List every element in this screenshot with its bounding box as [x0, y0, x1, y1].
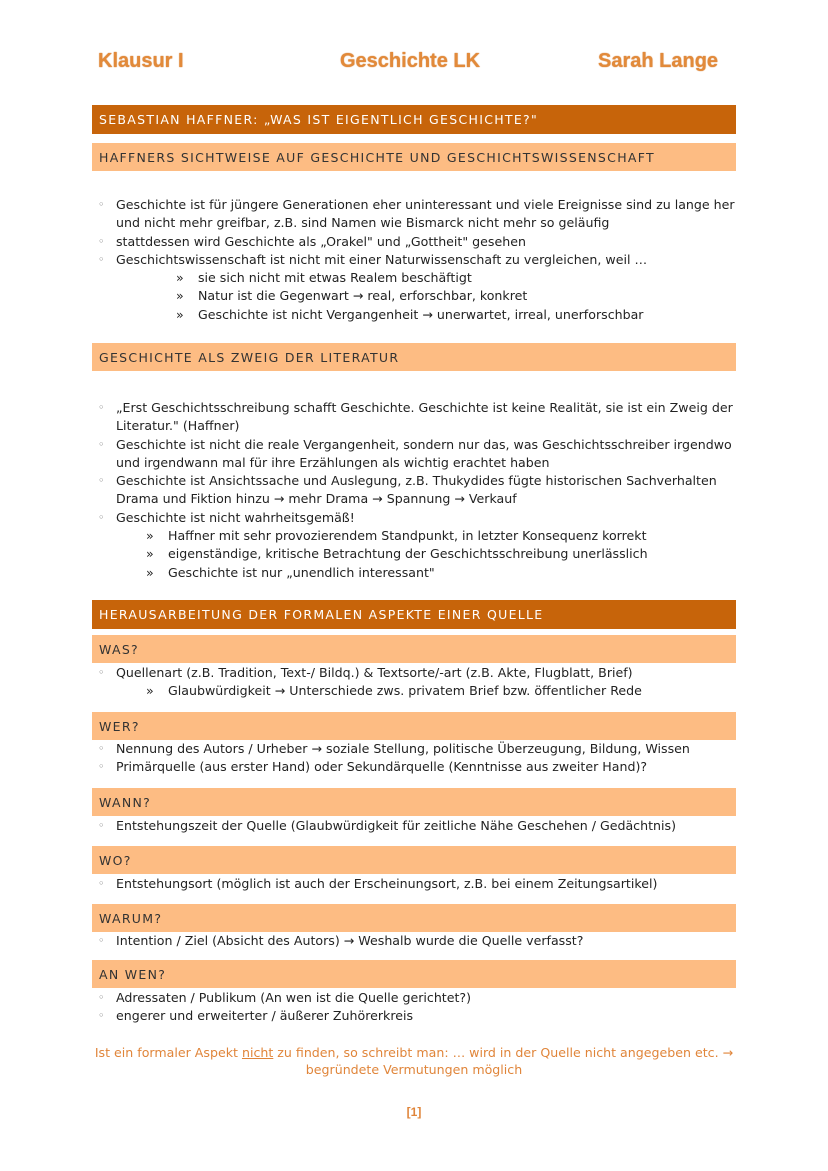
was-list — [96, 664, 736, 701]
list-item: ◦ Geschichtswissenschaft ist nicht mit einer Naturwissenschaft zu vergleichen, weil … — [96, 251, 736, 269]
list-item: ◦ Quellenart (z.B. Tradition, Text-/ Bildq.) & Textsorte/-art (z.B. Akte, Flugblatt, Brief) — [96, 664, 736, 682]
list-item: ◦ Adressaten / Publikum (An wen ist die Quelle gerichtet?) — [96, 989, 736, 1007]
sub-item: » eigenständige, kritische Betrachtung der Geschichtsschreibung unerlässlich — [146, 546, 648, 562]
list-item: ◦ Geschichte ist Ansichtssache und Auslegung, z.B. Thukydides fügte historischen Sachverhalten Drama und Fiktion hinzu → mehr Drama → Spannung → Verkauf — [96, 472, 736, 509]
subsection-wann: WANN? — [92, 788, 736, 816]
sub-item: » Geschichte ist nur „unendlich interessant" — [146, 564, 435, 580]
list-item: ◦ engerer und erweiterter / äußerer Zuhörerkreis — [96, 1007, 736, 1025]
wann-list — [96, 817, 736, 835]
header-author: Sarah Lange — [598, 50, 719, 72]
subsection-warum: WARUM? — [92, 904, 736, 932]
list-item: ◦ „Erst Geschichtsschreibung schafft Geschichte. Geschichte ist keine Realität, sie ist ein Zweig der Literatur." (Haffner) — [96, 399, 736, 436]
section-title-literatur: GESCHICHTE ALS ZWEIG DER LITERATUR — [92, 343, 736, 371]
list-item: ◦ Geschichte ist für jüngere Generationen eher uninteressant und viele Ereignisse sind zu lange her und nicht mehr greifbar, z.B. sind Namen wie Bismarck nicht mehr so geläufig — [96, 196, 736, 233]
warum-list — [96, 932, 736, 950]
section-literatur-list — [96, 399, 736, 582]
an-wen-list — [96, 989, 736, 1026]
subsection-wer: WER? — [92, 712, 736, 740]
header-subject: Geschichte LK — [340, 50, 481, 72]
list-item: ◦ Primärquelle (aus erster Hand) oder Sekundärquelle (Kenntnisse aus zweiter Hand)? — [96, 758, 736, 776]
note: Ist ein formaler Aspekt nicht zu finden, so schreibt man: … wird in der Quelle nicht angegeben etc. → begründete Vermutungen möglich — [94, 1045, 734, 1077]
page-number: [1] — [406, 1105, 422, 1119]
section-title-formal: HERAUSARBEITUNG DER FORMALEN ASPEKTE EINER QUELLE — [92, 600, 736, 629]
subsection-wo: WO? — [92, 846, 736, 874]
list-item: ◦ stattdessen wird Geschichte als „Orakel" und „Gottheit" gesehen — [96, 233, 736, 251]
wer-list — [96, 740, 736, 777]
sub-item: » Glaubwürdigkeit → Unterschiede zws. privatem Brief bzw. öffentlicher Rede — [146, 683, 642, 699]
section-title-haffner: HAFFNERS SICHTWEISE AUF GESCHICHTE UND GESCHICHTSWISSENSCHAFT — [92, 143, 736, 171]
list-item: ◦ Nennung des Autors / Urheber → soziale Stellung, politische Überzeugung, Bildung, Wissen — [96, 740, 736, 758]
list-item: ◦ Intention / Ziel (Absicht des Autors) → Weshalb wurde die Quelle verfasst? — [96, 932, 736, 950]
subsection-was: WAS? — [92, 635, 736, 663]
subsection-an-wen: AN WEN? — [92, 960, 736, 988]
list-item: ◦ Geschichte ist nicht die reale Vergangenheit, sondern nur das, was Geschichtsschreiber irgendwo und irgendwann mal für ihre Erzählungen als wichtig erachtet haben — [96, 436, 736, 473]
list-item: ◦ Entstehungsort (möglich ist auch der Erscheinungsort, z.B. bei einem Zeitungsartikel) — [96, 875, 736, 893]
sub-item: » Natur ist die Gegenwart → real, erforschbar, konkret — [176, 288, 528, 304]
section-haffner-list — [96, 196, 736, 324]
sub-item: » Geschichte ist nicht Vergangenheit → unerwartet, irreal, unerforschbar — [176, 306, 644, 322]
list-item: ◦ Geschichte ist nicht wahrheitsgemäß! — [96, 509, 736, 527]
sub-item: » sie sich nicht mit etwas Realem beschäftigt — [176, 270, 472, 286]
header-exam: Klausur I — [98, 50, 184, 72]
main-title: SEBASTIAN HAFFNER: „WAS IST EIGENTLICH GESCHICHTE?" — [92, 105, 736, 134]
wo-list — [96, 875, 736, 893]
list-item: ◦ Entstehungszeit der Quelle (Glaubwürdigkeit für zeitliche Nähe Geschehen / Gedächtnis) — [96, 817, 736, 835]
sub-item: » Haffner mit sehr provozierendem Standpunkt, in letzter Konsequenz korrekt — [146, 528, 647, 544]
